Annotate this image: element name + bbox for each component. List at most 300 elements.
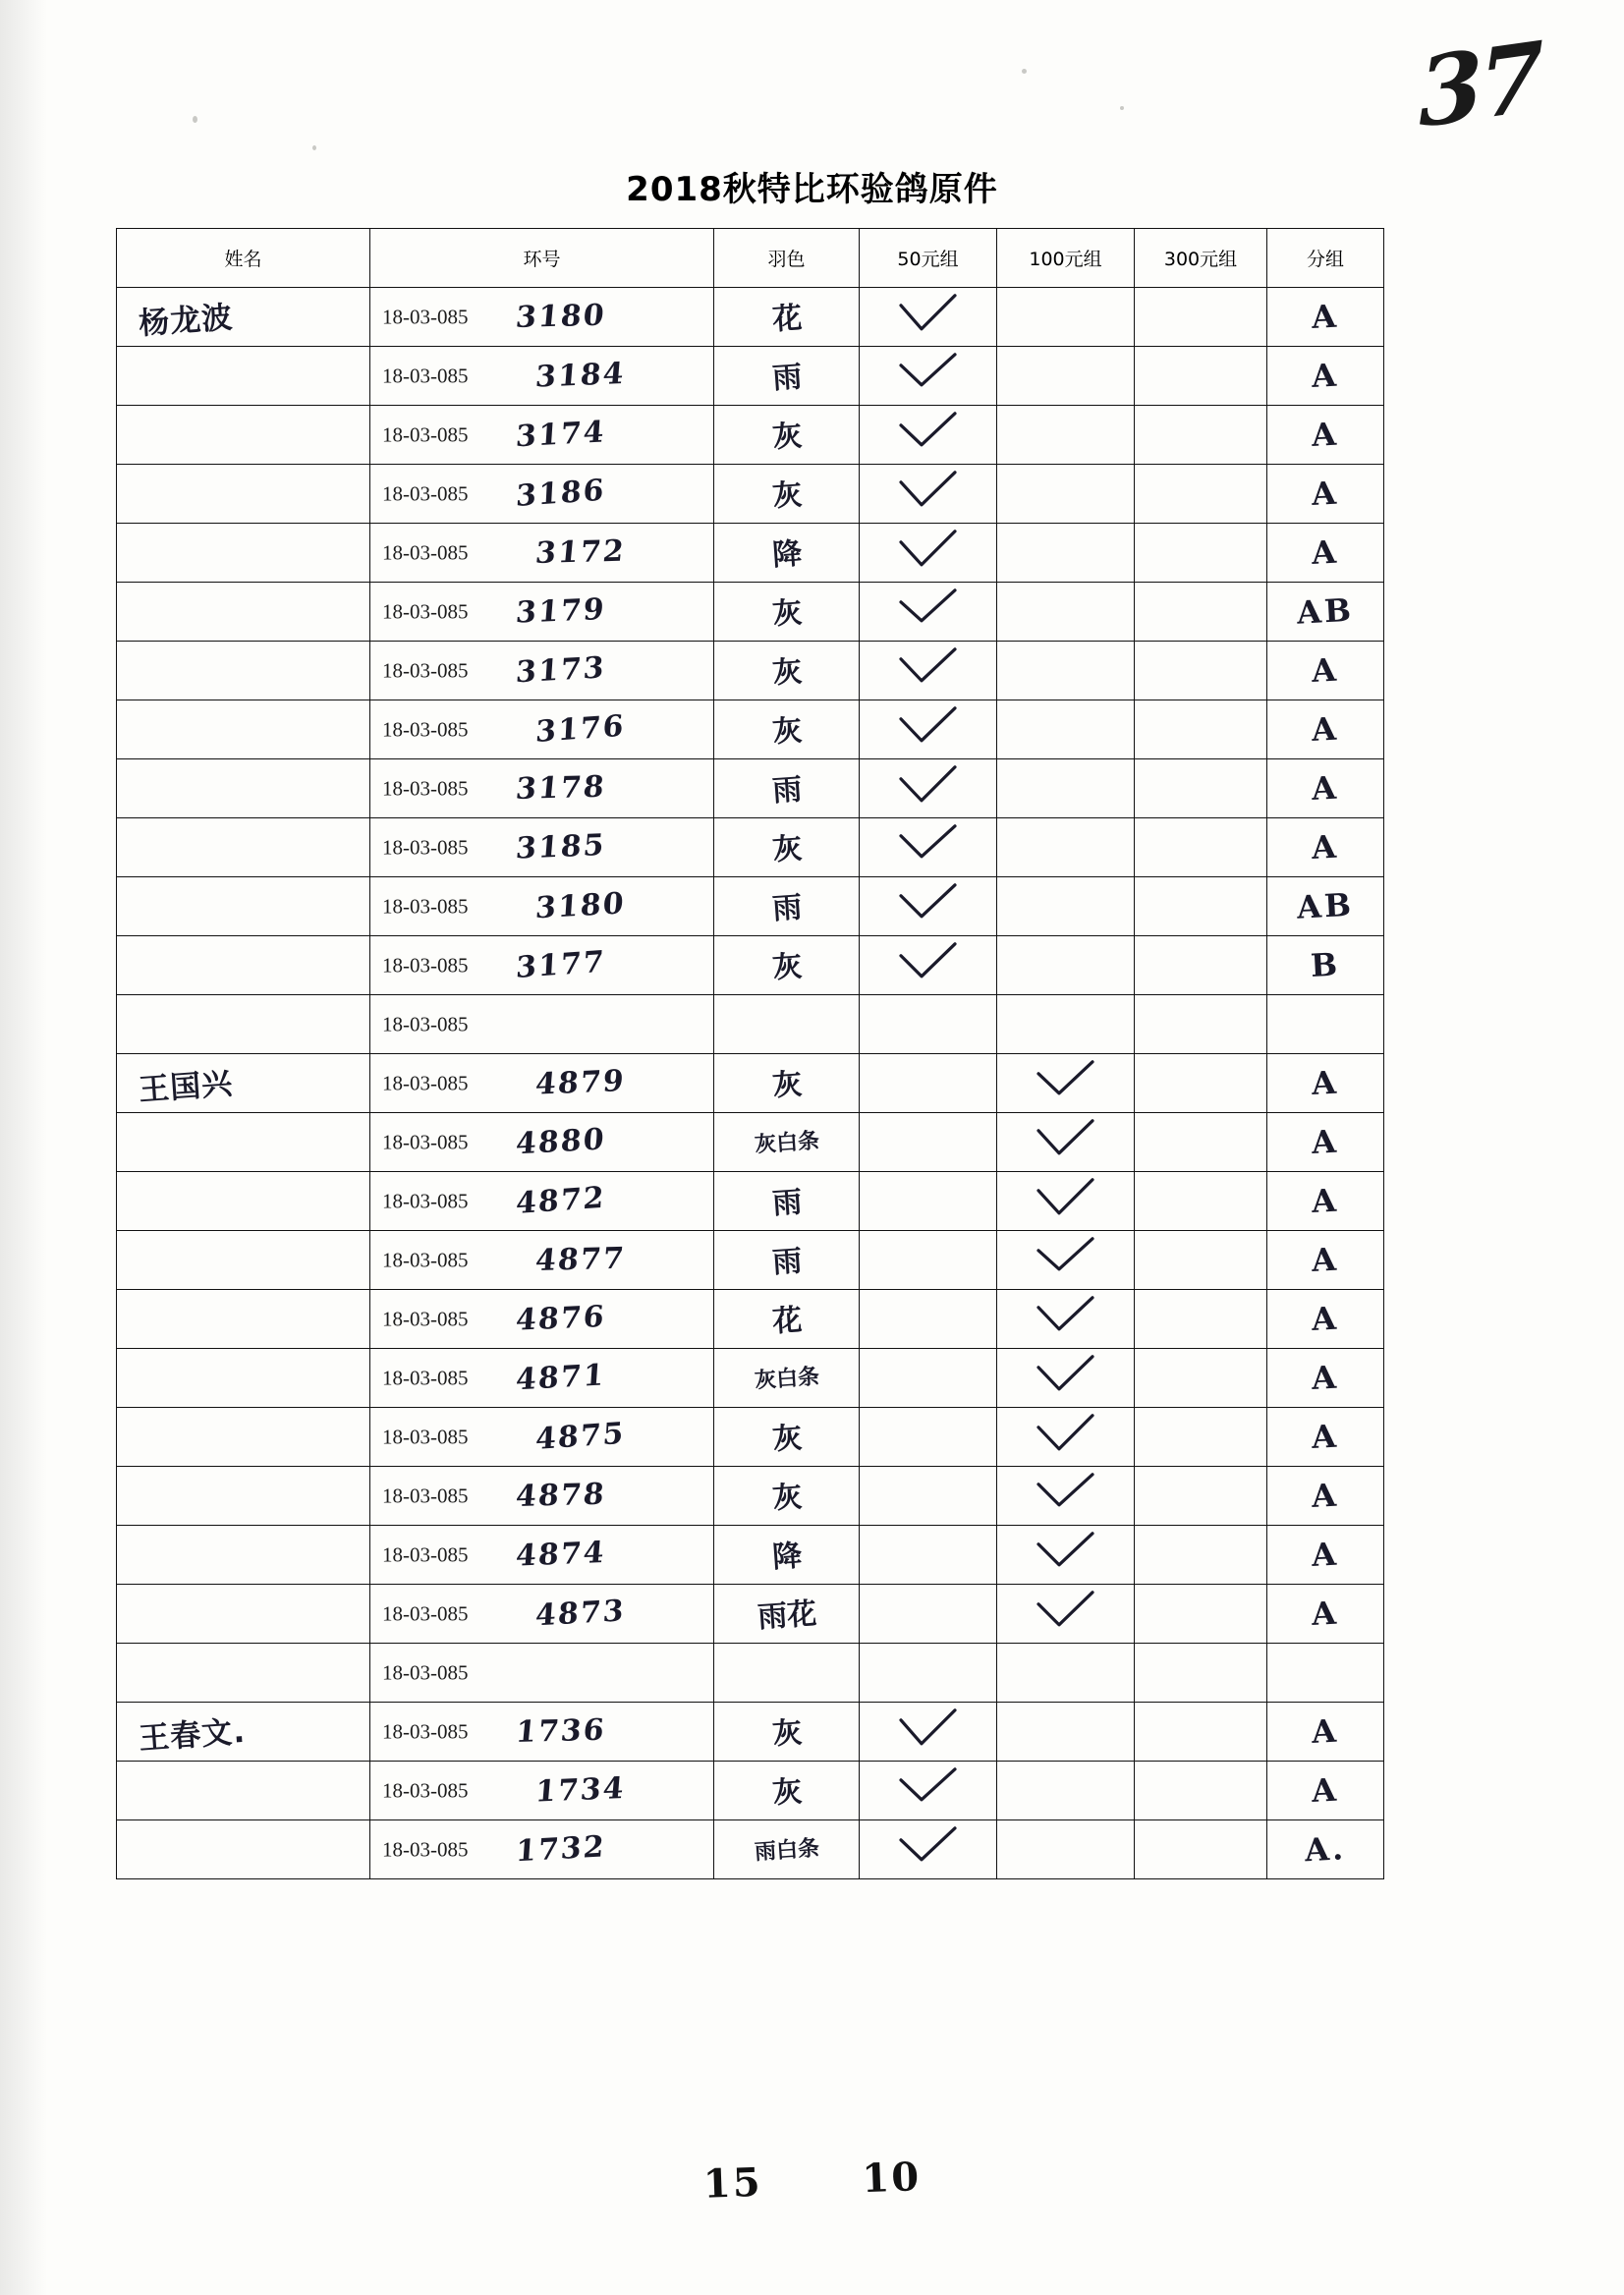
cell-group300-check [1135, 1467, 1267, 1526]
cell-group50-check [860, 347, 997, 406]
handwritten-group-label: A [1311, 1594, 1340, 1633]
table-row [117, 1526, 1384, 1585]
cell-grouping [1267, 642, 1384, 700]
cell-name [117, 1585, 370, 1644]
handwritten-ring-suffix: 4875 [534, 1416, 627, 1457]
cell-group300-check [1135, 288, 1267, 347]
handwritten-feather-color: 灰白条 [753, 1364, 820, 1394]
table-row [117, 1703, 1384, 1762]
cell-name [117, 1467, 370, 1526]
handwritten-owner-name: 王春文. [138, 1713, 248, 1757]
cell-ring-number [370, 1820, 714, 1879]
ring-prefix: 18-03-085 [382, 305, 469, 328]
handwritten-feather-color: 灰 [770, 1714, 803, 1752]
cell-group50-check [860, 936, 997, 995]
cell-grouping [1267, 1820, 1384, 1879]
ring-prefix: 18-03-085 [382, 776, 469, 800]
cell-name [117, 1172, 370, 1231]
handwritten-feather-color: 灰 [770, 1479, 803, 1516]
handwritten-ring-suffix: 3184 [533, 356, 627, 395]
cell-grouping [1267, 288, 1384, 347]
ring-prefix: 18-03-085 [382, 422, 469, 446]
handwritten-group-label: A [1311, 532, 1340, 572]
cell-grouping [1267, 995, 1384, 1054]
cell-grouping [1267, 1644, 1384, 1703]
cell-grouping [1267, 877, 1384, 936]
checkmark-icon [1036, 1059, 1096, 1102]
table-row [117, 288, 1384, 347]
cell-name [117, 700, 370, 759]
cell-ring-number [370, 465, 714, 524]
handwritten-ring-suffix: 4876 [514, 1299, 607, 1338]
cell-name [117, 288, 370, 347]
cell-group50-check [860, 759, 997, 818]
handwritten-ring-suffix: 3177 [515, 944, 607, 985]
cell-group300-check [1135, 995, 1267, 1054]
cell-grouping [1267, 1290, 1384, 1349]
cell-grouping [1267, 1349, 1384, 1408]
cell-name [117, 524, 370, 583]
cell-group50-check [860, 1644, 997, 1703]
cell-grouping [1267, 1408, 1384, 1467]
cell-feather-color [714, 1467, 860, 1526]
column-header-ring: 环号 [370, 229, 714, 288]
cell-ring-number [370, 642, 714, 700]
cell-ring-number [370, 1054, 714, 1113]
handwritten-group-label: A [1311, 1063, 1340, 1102]
cell-grouping [1267, 700, 1384, 759]
column-header-group300: 300元组 [1135, 229, 1267, 288]
cell-ring-number [370, 936, 714, 995]
table-row [117, 1820, 1384, 1879]
ring-prefix: 18-03-085 [382, 599, 469, 623]
handwritten-ring-suffix: 3174 [514, 414, 607, 454]
cell-feather-color [714, 406, 860, 465]
cell-ring-number [370, 524, 714, 583]
cell-ring-number [370, 1526, 714, 1585]
cell-name [117, 465, 370, 524]
cell-feather-color [714, 759, 860, 818]
cell-name [117, 1408, 370, 1467]
checkmark-icon [1036, 1118, 1096, 1161]
handwritten-feather-color: 雨花 [756, 1595, 817, 1635]
cell-ring-number [370, 406, 714, 465]
checkmark-icon [898, 352, 959, 395]
table-body [117, 288, 1384, 1879]
ring-prefix: 18-03-085 [382, 364, 469, 387]
handwritten-ring-suffix: 1732 [514, 1828, 607, 1869]
cell-group50-check [860, 1585, 997, 1644]
cell-feather-color [714, 1703, 860, 1762]
cell-group50-check [860, 1762, 997, 1820]
handwritten-ring-suffix: 3179 [514, 591, 607, 631]
cell-grouping [1267, 1172, 1384, 1231]
cell-grouping [1267, 524, 1384, 583]
cell-group50-check [860, 995, 997, 1054]
cell-group300-check [1135, 1231, 1267, 1290]
cell-group100-check [997, 700, 1135, 759]
cell-group100-check [997, 524, 1135, 583]
ring-prefix: 18-03-085 [382, 894, 469, 918]
handwritten-feather-color: 雨 [770, 771, 803, 809]
cell-group100-check [997, 936, 1135, 995]
cell-group300-check [1135, 1585, 1267, 1644]
cell-feather-color [714, 1644, 860, 1703]
ring-prefix: 18-03-085 [382, 1425, 469, 1448]
cell-feather-color [714, 700, 860, 759]
ring-prefix: 18-03-085 [382, 1601, 469, 1625]
handwritten-group-label: A [1311, 1711, 1340, 1751]
cell-name [117, 1113, 370, 1172]
cell-ring-number [370, 1231, 714, 1290]
table-row [117, 759, 1384, 818]
ring-prefix: 18-03-085 [382, 1248, 469, 1271]
ring-prefix: 18-03-085 [382, 1130, 469, 1153]
cell-group300-check [1135, 1703, 1267, 1762]
handwritten-group-label: A [1311, 650, 1340, 690]
cell-grouping [1267, 583, 1384, 642]
cell-group300-check [1135, 1290, 1267, 1349]
table-row [117, 347, 1384, 406]
ring-prefix: 18-03-085 [382, 1660, 469, 1684]
pigeon-ring-table [116, 228, 1384, 1879]
cell-ring-number [370, 1349, 714, 1408]
cell-name [117, 406, 370, 465]
cell-feather-color [714, 1290, 860, 1349]
handwritten-feather-color: 灰 [770, 418, 803, 455]
ring-prefix: 18-03-085 [382, 1542, 469, 1566]
cell-group300-check [1135, 1113, 1267, 1172]
cell-group50-check [860, 524, 997, 583]
cell-name [117, 642, 370, 700]
cell-group300-check [1135, 700, 1267, 759]
ring-prefix: 18-03-085 [382, 1189, 469, 1212]
cell-feather-color [714, 1762, 860, 1820]
cell-name [117, 1526, 370, 1585]
table-row [117, 1644, 1384, 1703]
cell-group50-check [860, 1526, 997, 1585]
cell-group100-check [997, 1172, 1135, 1231]
checkmark-icon [898, 646, 959, 690]
cell-group300-check [1135, 1408, 1267, 1467]
cell-ring-number [370, 1172, 714, 1231]
handwritten-ring-suffix: 4873 [533, 1593, 627, 1633]
handwritten-group-label: A [1311, 356, 1340, 395]
cell-name [117, 877, 370, 936]
cell-group100-check [997, 1585, 1135, 1644]
cell-grouping [1267, 759, 1384, 818]
table-row [117, 1467, 1384, 1526]
column-header-group100: 100元组 [997, 229, 1135, 288]
column-header-name: 姓名 [117, 229, 370, 288]
cell-feather-color [714, 524, 860, 583]
cell-name [117, 759, 370, 818]
handwritten-group-label: A [1311, 1240, 1340, 1279]
cell-group100-check [997, 642, 1135, 700]
cell-feather-color [714, 1526, 860, 1585]
cell-group50-check [860, 1113, 997, 1172]
footer-tally-right: 10 [861, 2154, 922, 2203]
checkmark-icon [898, 764, 959, 808]
ring-prefix: 18-03-085 [382, 1778, 469, 1802]
checkmark-icon [898, 293, 959, 336]
handwritten-feather-color: 灰 [770, 948, 803, 985]
checkmark-icon [898, 411, 959, 454]
handwritten-group-label: A [1311, 1535, 1340, 1574]
cell-group300-check [1135, 465, 1267, 524]
handwritten-ring-suffix: 3173 [514, 649, 607, 690]
scan-speck [1022, 69, 1027, 74]
cell-group100-check [997, 1467, 1135, 1526]
cell-group100-check [997, 1408, 1135, 1467]
handwritten-feather-color: 灰 [770, 1066, 803, 1103]
ring-prefix: 18-03-085 [382, 835, 469, 859]
cell-name [117, 1290, 370, 1349]
cell-ring-number [370, 877, 714, 936]
cell-group50-check [860, 1231, 997, 1290]
handwritten-group-label: A [1311, 1299, 1340, 1338]
cell-ring-number [370, 1113, 714, 1172]
cell-group100-check [997, 995, 1135, 1054]
cell-group50-check [860, 1820, 997, 1879]
handwritten-feather-color: 降 [770, 1538, 803, 1575]
cell-group50-check [860, 583, 997, 642]
checkmark-icon [1036, 1590, 1096, 1633]
cell-group100-check [997, 465, 1135, 524]
cell-grouping [1267, 1113, 1384, 1172]
cell-group100-check [997, 1644, 1135, 1703]
cell-name [117, 1054, 370, 1113]
cell-feather-color [714, 995, 860, 1054]
cell-name [117, 818, 370, 877]
footer-tally [0, 2129, 1624, 2232]
cell-group300-check [1135, 642, 1267, 700]
scan-speck [193, 116, 197, 123]
table-row [117, 995, 1384, 1054]
cell-group100-check [997, 1762, 1135, 1820]
cell-feather-color [714, 465, 860, 524]
cell-feather-color [714, 347, 860, 406]
cell-group300-check [1135, 1172, 1267, 1231]
handwritten-feather-color: 花 [770, 1302, 803, 1339]
cell-group300-check [1135, 936, 1267, 995]
cell-grouping [1267, 406, 1384, 465]
cell-ring-number [370, 1762, 714, 1820]
cell-group100-check [997, 1820, 1135, 1879]
cell-group300-check [1135, 818, 1267, 877]
checkmark-icon [898, 1707, 959, 1751]
ring-prefix: 18-03-085 [382, 1719, 469, 1743]
table-row [117, 1585, 1384, 1644]
handwritten-group-label: A [1311, 1181, 1340, 1220]
handwritten-feather-color: 灰 [770, 1420, 803, 1457]
cell-grouping [1267, 936, 1384, 995]
cell-ring-number [370, 759, 714, 818]
cell-group100-check [997, 1290, 1135, 1349]
cell-group300-check [1135, 347, 1267, 406]
table-row [117, 1290, 1384, 1349]
cell-ring-number [370, 288, 714, 347]
table-row [117, 1172, 1384, 1231]
cell-name [117, 583, 370, 642]
cell-group100-check [997, 1703, 1135, 1762]
cell-group50-check [860, 818, 997, 877]
cell-group100-check [997, 877, 1135, 936]
handwritten-owner-name: 王国兴 [138, 1065, 235, 1108]
cell-feather-color [714, 877, 860, 936]
cell-group50-check [860, 288, 997, 347]
checkmark-icon [898, 941, 959, 984]
cell-ring-number [370, 1703, 714, 1762]
handwritten-group-label: B [1310, 944, 1341, 984]
handwritten-owner-name: 杨龙波 [138, 299, 235, 342]
column-header-group50: 50元组 [860, 229, 997, 288]
table-row [117, 818, 1384, 877]
handwritten-feather-color: 雨 [770, 359, 803, 396]
column-header-color: 羽色 [714, 229, 860, 288]
cell-group100-check [997, 1054, 1135, 1113]
handwritten-feather-color: 灰 [770, 712, 803, 750]
handwritten-feather-color: 雨 [770, 1243, 803, 1280]
cell-feather-color [714, 936, 860, 995]
handwritten-feather-color: 雨 [770, 1184, 803, 1221]
handwritten-group-label: A [1311, 709, 1340, 749]
handwritten-ring-suffix: 4874 [514, 1535, 607, 1574]
cell-group300-check [1135, 1526, 1267, 1585]
cell-group300-check [1135, 1820, 1267, 1879]
ring-prefix: 18-03-085 [382, 540, 469, 564]
cell-group50-check [860, 1349, 997, 1408]
cell-feather-color [714, 1231, 860, 1290]
handwritten-ring-suffix: 4878 [514, 1477, 608, 1514]
handwritten-group-label: AB [1296, 590, 1355, 632]
cell-group100-check [997, 1526, 1135, 1585]
page-title: 2018秋特比环验鸽原件 [626, 170, 998, 209]
handwritten-ring-suffix: 4880 [514, 1121, 607, 1161]
table-row [117, 1408, 1384, 1467]
checkmark-icon [898, 705, 959, 749]
cell-grouping [1267, 1231, 1384, 1290]
handwritten-group-label: A [1311, 474, 1340, 513]
handwritten-ring-suffix: 1736 [514, 1712, 608, 1750]
cell-grouping [1267, 1467, 1384, 1526]
cell-name [117, 1703, 370, 1762]
cell-ring-number [370, 1467, 714, 1526]
cell-group100-check [997, 583, 1135, 642]
cell-group300-check [1135, 759, 1267, 818]
handwritten-group-label: A [1311, 415, 1340, 454]
cell-group300-check [1135, 1644, 1267, 1703]
handwritten-feather-color: 灰 [770, 1773, 803, 1811]
checkmark-icon [1036, 1531, 1096, 1574]
checkmark-icon [898, 1825, 959, 1869]
handwritten-feather-color: 灰 [770, 476, 803, 514]
cell-ring-number [370, 818, 714, 877]
cell-group100-check [997, 1113, 1135, 1172]
table-row [117, 642, 1384, 700]
handwritten-ring-suffix: 3176 [534, 708, 627, 750]
handwritten-group-label: A [1311, 1417, 1340, 1456]
cell-grouping [1267, 1703, 1384, 1762]
cell-group300-check [1135, 877, 1267, 936]
cell-group50-check [860, 1467, 997, 1526]
cell-name [117, 1762, 370, 1820]
cell-feather-color [714, 818, 860, 877]
ring-prefix: 18-03-085 [382, 717, 469, 741]
cell-group100-check [997, 406, 1135, 465]
ring-prefix: 18-03-085 [382, 658, 469, 682]
scan-speck [1120, 106, 1124, 110]
checkmark-icon [898, 823, 959, 867]
cell-feather-color [714, 288, 860, 347]
ring-prefix: 18-03-085 [382, 1837, 469, 1861]
cell-group50-check [860, 406, 997, 465]
table-row [117, 524, 1384, 583]
table-row [117, 1113, 1384, 1172]
handwritten-group-label: AB [1296, 885, 1355, 926]
handwritten-feather-color: 雨 [770, 889, 803, 926]
cell-name [117, 1644, 370, 1703]
cell-group300-check [1135, 1054, 1267, 1113]
cell-ring-number [370, 1290, 714, 1349]
handwritten-ring-suffix: 4871 [514, 1357, 607, 1397]
cell-group100-check [997, 1349, 1135, 1408]
handwritten-feather-color: 花 [770, 300, 803, 337]
handwritten-ring-suffix: 3178 [514, 769, 608, 807]
checkmark-icon [1036, 1413, 1096, 1456]
ring-prefix: 18-03-085 [382, 1366, 469, 1389]
cell-feather-color [714, 1349, 860, 1408]
handwritten-group-label: A [1311, 1476, 1340, 1515]
table-row [117, 1349, 1384, 1408]
table-header-row [117, 229, 1384, 288]
cell-grouping [1267, 1762, 1384, 1820]
checkmark-icon [1036, 1177, 1096, 1220]
cell-feather-color [714, 642, 860, 700]
cell-name [117, 1231, 370, 1290]
cell-grouping [1267, 347, 1384, 406]
table-row [117, 1054, 1384, 1113]
cell-group50-check [860, 700, 997, 759]
cell-feather-color [714, 1408, 860, 1467]
footer-tally-left: 15 [702, 2158, 763, 2208]
ring-prefix: 18-03-085 [382, 1012, 469, 1036]
cell-name [117, 936, 370, 995]
handwritten-ring-suffix: 3180 [514, 298, 608, 335]
scan-speck [312, 145, 316, 150]
cell-grouping [1267, 465, 1384, 524]
cell-group300-check [1135, 1762, 1267, 1820]
cell-ring-number [370, 583, 714, 642]
cell-ring-number [370, 1408, 714, 1467]
cell-group300-check [1135, 406, 1267, 465]
handwritten-group-label: A [1311, 1770, 1340, 1810]
handwritten-ring-suffix: 3180 [533, 885, 627, 925]
table-row [117, 936, 1384, 995]
cell-feather-color [714, 1820, 860, 1879]
checkmark-icon [898, 1766, 959, 1810]
cell-ring-number [370, 1644, 714, 1703]
handwritten-ring-suffix: 3186 [515, 473, 607, 514]
handwritten-group-label: A [1311, 297, 1340, 336]
handwritten-ring-suffix: 3172 [533, 533, 628, 571]
cell-grouping [1267, 818, 1384, 877]
ring-prefix: 18-03-085 [382, 953, 469, 977]
cell-group50-check [860, 1172, 997, 1231]
cell-group50-check [860, 1703, 997, 1762]
cell-group300-check [1135, 524, 1267, 583]
page-corner-number: 37 [1417, 20, 1543, 150]
